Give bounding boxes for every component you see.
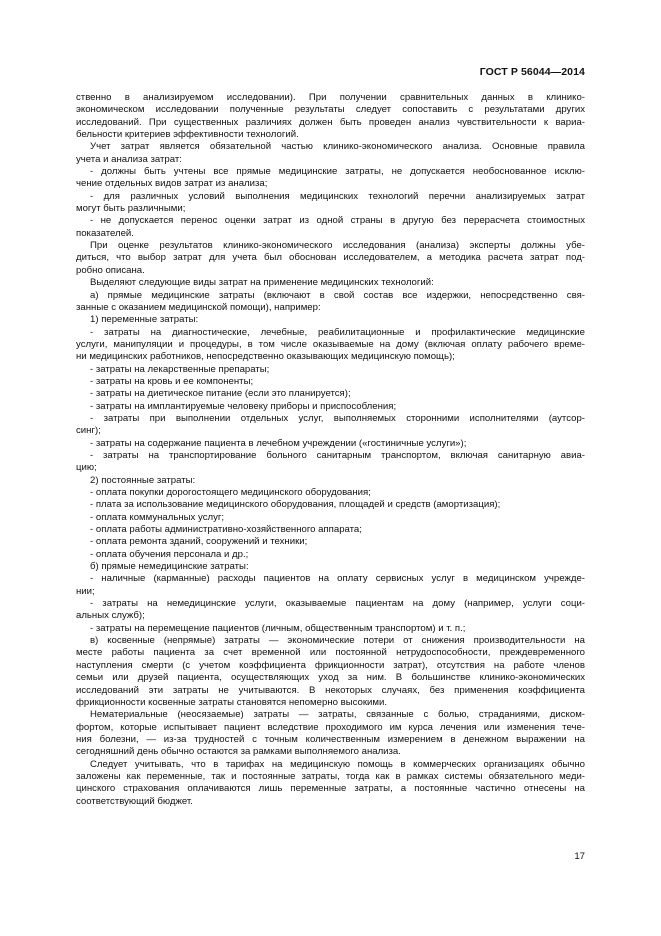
text-line: - оплата ремонта зданий, сооружений и техники; xyxy=(90,536,308,548)
text-line: соответствующий бюджет. xyxy=(76,795,193,807)
text-line: Следует учитывать, что в тарифах на медицинскую помощь в коммерческих организациях обычно xyxy=(90,758,585,770)
text-line: - для различных условий выполнения медицинских технологий перечни анализируемых затрат xyxy=(90,190,585,202)
text-line: услуги, манипуляции и процедуры, в том числе оказываемые на дому (включая оплату рабочего време- xyxy=(76,338,585,350)
text-line: - оплата покупки дорогостоящего медицинского оборудования; xyxy=(90,487,371,498)
text-line: - плата за использование медицинского оборудования, площадей и средств (амортизация); xyxy=(90,499,501,511)
text-line: - затраты на перемещение пациентов (личным, общественным транспортом) и т. п.; xyxy=(90,622,466,634)
text-line: б) прямые немедицинские затраты: xyxy=(90,561,249,573)
text-line: - затраты на немедицинские услуги, оказываемые пациентам на дому (например, услуги соци- xyxy=(90,598,585,610)
text-line: - затраты на содержание пациента в лечебном учреждении («гостиничные услуги»); xyxy=(90,437,467,449)
text-line: бельности критериев эффективности технологий. xyxy=(76,129,299,141)
text-line: 1) переменные затраты: xyxy=(90,314,199,326)
text-line: фортом, которые испытывает пациент вследствие проходимого им курса лечения или изменения тече- xyxy=(76,721,585,733)
text-line: цию; xyxy=(76,462,97,474)
text-line: - затраты на имплантируемые человеку приборы и приспособления; xyxy=(90,400,397,412)
text-line: показателей. xyxy=(76,227,134,239)
text-line: 2) постоянные затраты: xyxy=(90,474,196,486)
text-line: - затраты на транспортирование больного санитарным транспортом, включая санитарную авиа- xyxy=(90,449,585,461)
text-line: заложены как переменные, так и постоянные затраты, тогда как в рамках системы обязательного меди- xyxy=(76,770,585,782)
text-line: диться, что выбор затрат для учета был обоснован исследователем, а методика расчета затрат под- xyxy=(76,252,585,264)
text-line: робно описана. xyxy=(76,264,145,276)
text-line: ственно в анализируемом исследовании). При получении сравнительных данных в клинико- xyxy=(76,92,585,103)
text-line: месте работы пациента за счет временной или постоянной нетрудоспособности, преждевременного xyxy=(76,647,585,659)
text-line: нии; xyxy=(76,585,95,597)
text-line: - должны быть учтены все прямые медицинские затраты, не допускается необоснованное исклю- xyxy=(90,166,585,178)
text-line: альных служб); xyxy=(76,610,145,622)
text-line: наступления смерти (с учетом коэффициента фрикционности затрат), отсутствия на работе членов xyxy=(76,659,585,671)
text-line: - наличные (карманные) расходы пациентов на оплату сервисных услуг в медицинском учрежде- xyxy=(90,573,585,585)
text-line: чение отдельных видов затрат из анализа; xyxy=(76,178,268,190)
text-line: исследований. При существенных различиях должен быть проведен анализ чувствительности к вариа- xyxy=(76,116,585,128)
text-line: сегодняшний день обычно остаются за рамками выполняемого анализа. xyxy=(76,746,401,758)
text-line: учета и анализа затрат: xyxy=(76,153,182,165)
text-line: исследований эти затраты не учитываются. В некоторых случаях, без применения коэффициента xyxy=(76,684,585,696)
text-line: фрикционности косвенные затраты становятся непомерно высокими. xyxy=(76,696,388,708)
text-line: а) прямые медицинские затраты (включают в свой состав все издержки, непосредственно свя- xyxy=(90,289,585,301)
text-line: в) косвенные (непрямые) затраты — экономические потери от снижения производительности на xyxy=(90,635,585,647)
text-line: Выделяют следующие виды затрат на применение медицинских технологий: xyxy=(90,277,434,289)
page-number: 17 xyxy=(574,851,585,862)
text-line: цинского страхования оплачиваются лишь переменные затраты, а постоянные частично отнесены на xyxy=(76,783,585,795)
text-line: - оплата коммунальных услуг; xyxy=(90,511,225,523)
text-line: занные с оказанием медицинской помощи), например: xyxy=(76,301,321,313)
text-line: могут быть различными; xyxy=(76,203,186,215)
document-code-header: ГОСТ Р 56044—2014 xyxy=(479,66,585,78)
text-line: - затраты на диагностические, лечебные, реабилитационные и профилактические медицинские xyxy=(90,326,585,338)
text-line: Учет затрат является обязательной частью клинико-экономического анализа. Основные правила xyxy=(90,141,585,153)
text-line: - оплата обучения персонала и др.; xyxy=(90,548,249,560)
text-line: ния болезни, — из-за трудностей с точным количественным измерением в денежном выражении на xyxy=(76,733,585,745)
text-line: - затраты на кровь и ее компоненты; xyxy=(90,375,254,387)
text-line: - затраты на диетическое питание (если это планируется); xyxy=(90,388,351,400)
text-line: экономическом исследовании полученные результаты следует сопоставить с результатами других xyxy=(76,104,585,116)
text-line: ни медицинских работников, непосредственно оказывающих медицинскую помощь); xyxy=(76,351,455,363)
text-line: синг); xyxy=(76,425,101,437)
text-line: При оценке результатов клинико-экономического исследования (анализа) эксперты должны убе- xyxy=(90,240,585,252)
text-line: - затраты при выполнении отдельных услуг, выполняемых сторонними исполнителями (аутсор- xyxy=(90,412,585,424)
document-body xyxy=(76,92,585,808)
text-line: - затраты на лекарственные препараты; xyxy=(90,363,270,375)
text-line: - не допускается перенос оценки затрат из одной страны в другую без перерасчета стоимостных xyxy=(90,215,585,227)
text-line: семьи или друзей пациента, осуществляющих уход за ним. В большинстве клинико-экономических xyxy=(76,672,585,684)
text-line: Нематериальные (неосязаемые) затраты — затраты, связанные с болью, страданиями, диском- xyxy=(90,709,585,721)
text-line: - оплата работы административно-хозяйственного аппарата; xyxy=(90,524,362,536)
